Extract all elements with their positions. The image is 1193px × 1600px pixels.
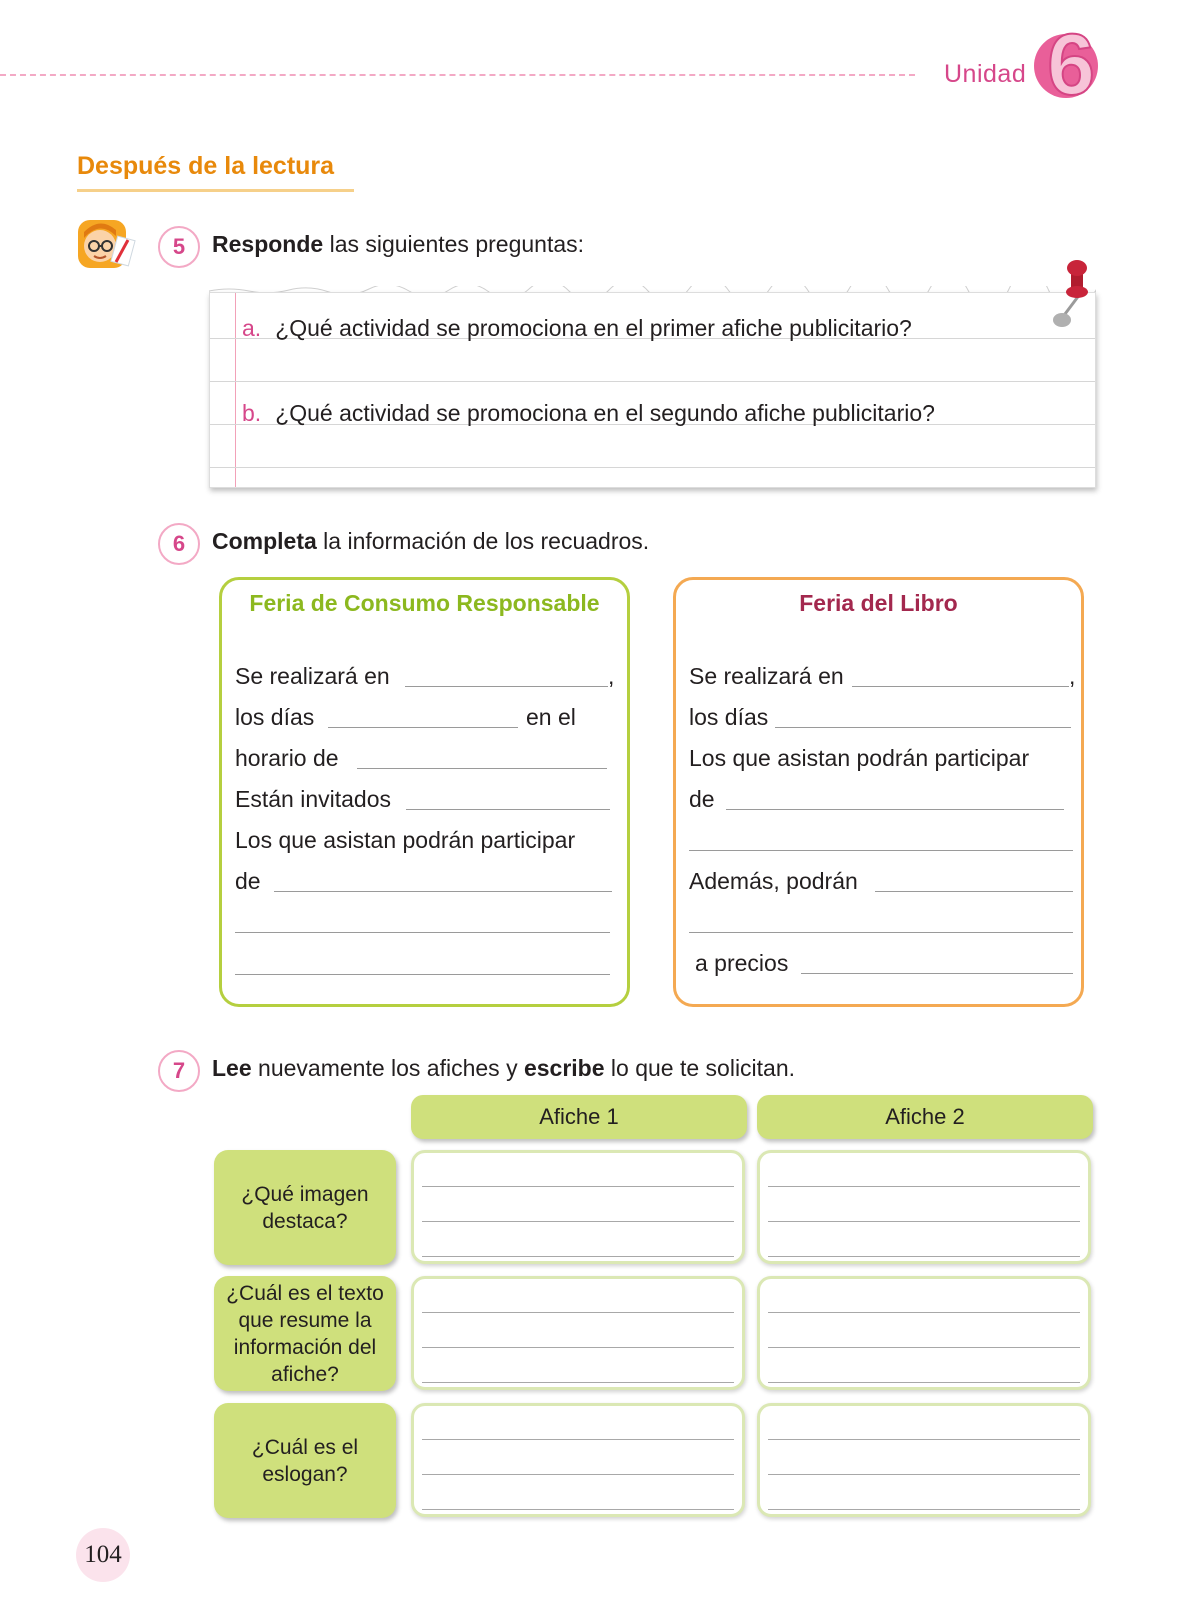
blank-line[interactable] [852,686,1069,687]
activity7-instruction [212,1055,795,1082]
field-label: de [235,868,261,894]
section-title: Después de la lectura [77,152,335,180]
question-letter: a. [242,315,262,341]
answer-line [422,1221,734,1222]
instruction-text: nuevamente los afiches y [251,1055,524,1081]
blank-line[interactable] [235,932,610,933]
box-feria-consumo [219,577,630,1007]
unit-label: Unidad [944,60,1027,88]
push-pin-icon [1050,256,1090,336]
activity6-instruction [212,528,649,555]
instruction-text: la información de los recuadros. [316,528,650,554]
answer-line [422,1439,734,1440]
answer-line [768,1256,1080,1257]
answer-line [768,1382,1080,1383]
field-label: Los que asistan podrán participar [689,745,1030,771]
answer-line [422,1474,734,1475]
row-label: ¿Qué imagen destaca? [214,1150,396,1265]
question-text: ¿Qué actividad se promociona en el segundo afiche publicitario? [275,400,935,426]
activity-number-5: 5 [158,226,200,268]
page-number: 104 [76,1528,130,1582]
question-a [242,315,912,342]
instruction-text: las siguientes preguntas: [323,231,585,257]
field-label: Los que asistan podrán participar [235,827,576,853]
section-underline [77,189,354,192]
blank-line[interactable] [405,686,608,687]
activity-number-7: 7 [158,1050,200,1092]
field-label: Se realizará en [689,663,844,689]
column-header-afiche-2: Afiche 2 [757,1095,1093,1139]
box-title: Feria de Consumo Responsable [249,590,600,616]
answer-cell[interactable] [757,1403,1091,1517]
blank-line[interactable] [406,809,610,810]
answer-line [422,1347,734,1348]
field-label: Están invitados [235,786,391,812]
field-label: de [689,786,715,812]
header-dashed-line [0,74,915,76]
field-label: a precios [695,950,789,976]
blank-line[interactable] [726,809,1064,810]
answer-line [422,1256,734,1257]
answer-cell[interactable] [757,1150,1091,1264]
blank-line[interactable] [235,974,610,975]
answer-cell[interactable] [411,1403,745,1517]
instruction-bold: escribe [523,1055,605,1081]
comma: , [1069,663,1076,689]
answer-line [768,1439,1080,1440]
answer-line [768,1221,1080,1222]
answer-line [422,1382,734,1383]
blank-line[interactable] [357,768,607,769]
column-header-afiche-1: Afiche 1 [411,1095,747,1139]
field-label: los días [689,704,769,730]
answer-line [422,1312,734,1313]
row-label: ¿Cuál es el eslogan? [214,1403,396,1518]
blank-line[interactable] [328,727,518,728]
activity-number-6: 6 [158,523,200,565]
question-text: ¿Qué actividad se promociona en el primer afiche publicitario? [275,315,912,341]
blank-line[interactable] [689,932,1073,933]
instruction-bold: Lee [212,1055,252,1081]
blank-line[interactable] [689,850,1073,851]
instruction-text: lo que te solicitan. [604,1055,796,1081]
answer-line [422,1509,734,1510]
blank-line[interactable] [875,891,1073,892]
field-label: Además, podrán [689,868,858,894]
activity5-instruction [212,231,584,258]
notebook-paper [209,292,1096,488]
answer-line [768,1347,1080,1348]
kid-with-glasses-icon [76,216,136,272]
instruction-bold: Completa [212,528,317,554]
answer-line [768,1509,1080,1510]
answer-cell[interactable] [411,1276,745,1390]
answer-line [768,1312,1080,1313]
blank-line[interactable] [775,727,1071,728]
unit-number: 6 [1047,17,1095,113]
comma: , [608,663,615,689]
instruction-bold: Responde [212,231,324,257]
question-letter: b. [242,400,262,426]
field-label: horario de [235,745,339,771]
question-b [242,400,935,427]
answer-line [768,1474,1080,1475]
paper-margin-line [235,293,236,487]
field-label: Se realizará en [235,663,390,689]
row-label: ¿Cuál es el texto que resume la información del afiche? [214,1276,396,1391]
box-title: Feria del Libro [799,590,958,616]
box-feria-libro [673,577,1084,1007]
blank-line[interactable] [801,973,1073,974]
answer-line [422,1186,734,1187]
paper-rule [210,467,1095,468]
blank-line[interactable] [274,891,612,892]
answer-cell[interactable] [411,1150,745,1264]
field-label: los días [235,704,315,730]
answer-cell[interactable] [757,1276,1091,1390]
paper-rule [210,381,1095,382]
field-label: en el [526,704,576,730]
answer-line [768,1186,1080,1187]
